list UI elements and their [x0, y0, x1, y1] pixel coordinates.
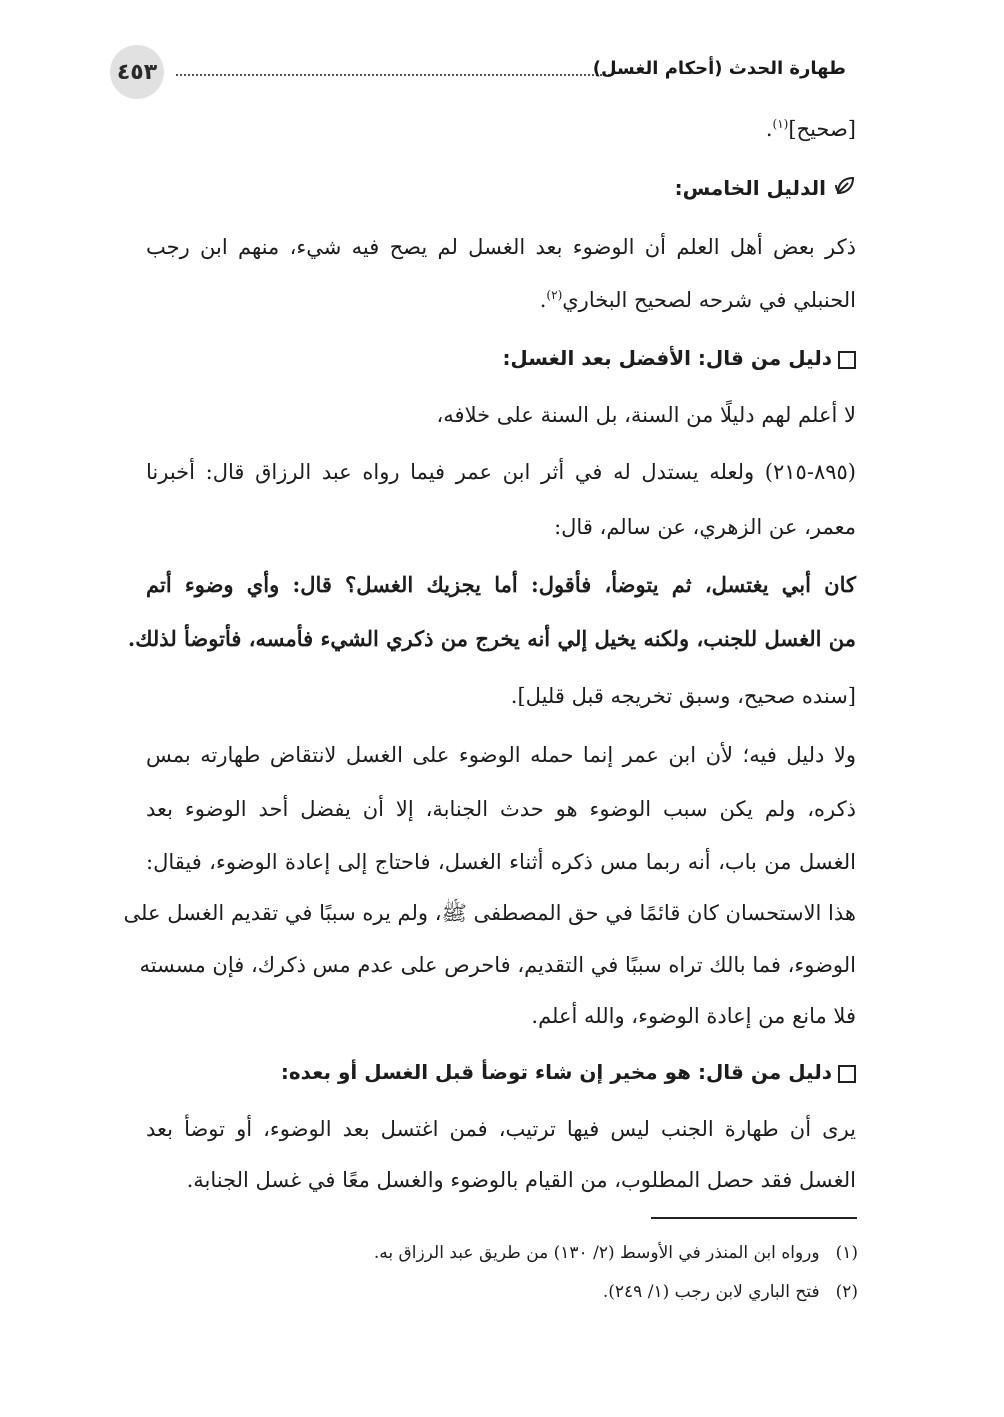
quote-line: كان أبي يغتسل، ثم يتوضأ، فأقول: أما يجزيك الغسل؟ قال: وأي وضوء أتم [146, 572, 856, 597]
quote-line: من الغسل للجنب، ولكنه يخيل إلي أنه يخرج من ذكري الشيء فأمسه، فأتوضأ لذلك. [127, 626, 856, 651]
footnote [603, 1280, 858, 1304]
citation-line: [صحيح]$^{(١)}$. [765, 117, 856, 141]
footnote-text: ورواه ابن المنذر في الأوسط (٢/ ١٣٠) من طريق عبد الرزاق به. [373, 1243, 820, 1263]
header-dotted-leader [176, 74, 610, 76]
paragraph-line: يرى أن طهارة الجنب ليس فيها ترتيب، فمن اغتسل بعد الوضوء، أو توضأ بعد [146, 1117, 856, 1141]
paragraph-line: الحنبلي في شرحه لصحيح البخاري$^{(٢)}$. [539, 288, 856, 312]
leaf-icon [834, 175, 856, 205]
paragraph-line: (٨٩٥-٢١٥) ولعله يستدل له في أثر ابن عمر فيما رواه عبد الرزاق قال: أخبرنا [146, 460, 856, 484]
page-number: ٤٥٣ [110, 45, 164, 99]
subheading: دليل من قال: الأفضل بعد الغسل: [146, 343, 856, 373]
footnote-ref: (٢) [546, 288, 563, 302]
footnote-number: (٢) [835, 1282, 858, 1302]
paragraph-line: ذكر بعض أهل العلم أن الوضوء بعد الغسل لم يصح فيه شيء، منهم ابن رجب [146, 235, 856, 259]
footnote-separator [651, 1217, 857, 1219]
paragraph-line: فلا مانع من إعادة الوضوء، والله أعلم. [531, 1004, 856, 1028]
running-title: طهارة الحدث (أحكام الغسل) [592, 58, 846, 79]
paragraph-line: الوضوء، فما بالك تراه سببًا في التقديم، فاحرص على عدم مس ذكرك، فإن مسسته [139, 953, 856, 977]
checkbox-square-icon [838, 1065, 856, 1083]
checkbox-square-icon [838, 351, 856, 369]
paragraph-line: هذا الاستحسان كان قائمًا في حق المصطفى ﷺ، ولم يره سببًا في تقديم الغسل على [123, 901, 856, 925]
paragraph-line: ذكره، ولم يكن سبب الوضوء هو حدث الجنابة، إلا أن يفضل أحد الوضوء بعد [146, 797, 856, 821]
footnote-text: فتح الباري لابن رجب (١/ ٢٤٩). [602, 1282, 820, 1302]
paragraph-line: معمر، عن الزهري، عن سالم، قال: [554, 515, 856, 539]
citation-line: [سنده صحيح، وسبق تخريجه قبل قليل]. [510, 684, 856, 708]
paragraph-line: الغسل من باب، أنه ربما مس ذكره أثناء الغسل، فاحتاج إلى إعادة الوضوء، فيقال: [146, 850, 856, 874]
footnote [374, 1241, 858, 1265]
footnote-number: (١) [835, 1243, 858, 1263]
paragraph-line: لا أعلم لهم دليلًا من السنة، بل السنة على خلافه، [436, 403, 856, 427]
paragraph-line: ولا دليل فيه؛ لأن ابن عمر إنما حمله الوضوء على الغسل لانتقاض طهارته بمس [146, 743, 856, 767]
page-header [110, 45, 846, 97]
paragraph-line: الغسل فقد حصل المطلوب، من القيام بالوضوء والغسل معًا في غسل الجنابة. [186, 1168, 856, 1192]
subheading: دليل من قال: هو مخير إن شاء توضأ قبل الغسل أو بعده: [146, 1057, 856, 1087]
footnote-ref: (١) [772, 117, 789, 131]
section-heading: الدليل الخامس: [146, 173, 856, 205]
